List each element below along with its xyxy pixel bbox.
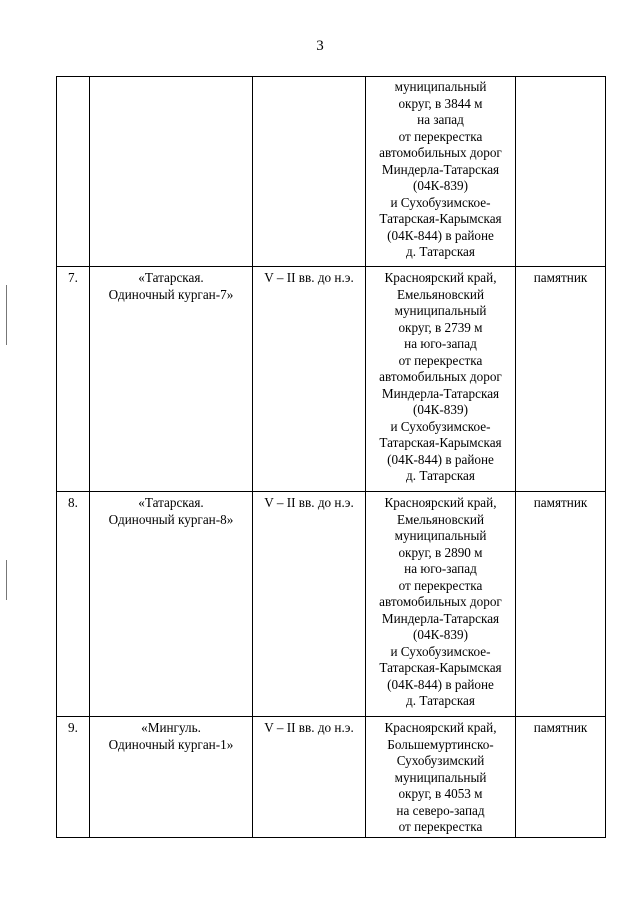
table-row [57, 492, 606, 717]
location-line: Емельяновский [396, 511, 485, 527]
row-number: 8. [68, 495, 78, 510]
cell-date [253, 77, 366, 267]
location-line: Сухобузимский [396, 753, 485, 768]
table-row [57, 717, 606, 838]
location-line: округ, в 2739 м [398, 319, 483, 335]
cell-type [516, 267, 606, 492]
location-line: Татарская-Карымская [379, 660, 502, 675]
cell-date [253, 717, 366, 838]
cell-name [90, 77, 253, 267]
date-text: V – II вв. до н.э. [264, 495, 354, 510]
cell-date [253, 492, 366, 717]
type-text: памятник [533, 720, 588, 735]
name-line: Одиночный курган-8» [108, 511, 234, 527]
name-line: «Мингуль. [141, 720, 201, 735]
cell-name [90, 492, 253, 717]
type-text: памятник [533, 495, 588, 510]
location-line: округ, в 3844 м [398, 95, 483, 111]
location-line: Емельяновский [396, 286, 485, 302]
cell-number [57, 267, 90, 492]
location-line: (04К-844) в районе [387, 676, 494, 692]
cell-number [57, 717, 90, 838]
location-line: и Сухобузимское- [390, 643, 491, 659]
cell-location [366, 77, 516, 267]
location-line: д. Татарская [406, 244, 475, 259]
location-line: (04К-839) [413, 627, 468, 642]
location-line: Красноярский край, [384, 495, 497, 510]
location-line: автомобильных дорог [379, 594, 502, 609]
cell-name [90, 717, 253, 838]
location-line: на юго-запад [404, 561, 477, 576]
location-line: (04К-839) [413, 402, 468, 417]
location-line: (04К-844) в районе [387, 451, 494, 467]
location-line: на запад [417, 112, 464, 127]
location-line: на юго-запад [404, 336, 477, 351]
cell-number [57, 77, 90, 267]
location-line: муниципальный [394, 528, 487, 543]
name-line: «Татарская. [138, 495, 204, 510]
location-line: Миндерла-Татарская [381, 610, 500, 626]
type-text: памятник [533, 270, 588, 285]
location-line: Красноярский край, [384, 720, 497, 735]
location-line: Красноярский край, [384, 270, 497, 285]
cell-type [516, 77, 606, 267]
cell-name [90, 267, 253, 492]
table-row [57, 267, 606, 492]
date-text: V – II вв. до н.э. [264, 720, 354, 735]
location-line: д. Татарская [406, 468, 475, 483]
scan-edge-mark [6, 560, 7, 600]
location-line: д. Татарская [406, 693, 475, 708]
location-line: Татарская-Карымская [379, 435, 502, 450]
name-line: Одиночный курган-1» [108, 736, 234, 752]
cell-number [57, 492, 90, 717]
location-line: муниципальный [394, 303, 487, 318]
cell-location [366, 492, 516, 717]
cell-location [366, 267, 516, 492]
location-line: и Сухобузимское- [390, 194, 491, 210]
location-line: Татарская-Карымская [379, 211, 502, 226]
location-line: от перекрестка [398, 128, 483, 144]
location-line: (04К-839) [413, 178, 468, 193]
location-line: на северо-запад [396, 802, 485, 818]
date-text: V – II вв. до н.э. [264, 270, 354, 285]
location-line: Миндерла-Татарская [381, 385, 500, 401]
cell-type [516, 717, 606, 838]
name-line: «Татарская. [138, 270, 204, 285]
cell-date [253, 267, 366, 492]
table-row-continuation [57, 77, 606, 267]
location-line: округ, в 4053 м [398, 786, 483, 801]
location-line: автомобильных дорог [379, 369, 502, 384]
monuments-table [56, 76, 606, 838]
row-number: 9. [68, 720, 78, 735]
location-line: муниципальный [394, 769, 487, 785]
location-line: (04К-844) в районе [387, 227, 494, 243]
location-line: от перекрестка [398, 352, 483, 368]
location-line: от перекрестка [398, 819, 483, 834]
page-number: 3 [316, 38, 324, 54]
location-line: округ, в 2890 м [398, 544, 483, 560]
location-line: Миндерла-Татарская [381, 161, 500, 177]
location-line: муниципальный [394, 79, 487, 94]
cell-location [366, 717, 516, 838]
name-line: Одиночный курган-7» [108, 286, 234, 302]
scan-edge-mark [6, 285, 7, 345]
location-line: Большемуртинско- [387, 736, 494, 752]
cell-type [516, 492, 606, 717]
row-number: 7. [68, 270, 78, 285]
location-line: автомобильных дорог [379, 145, 502, 160]
location-line: от перекрестка [398, 577, 483, 593]
location-line: и Сухобузимское- [390, 418, 491, 434]
